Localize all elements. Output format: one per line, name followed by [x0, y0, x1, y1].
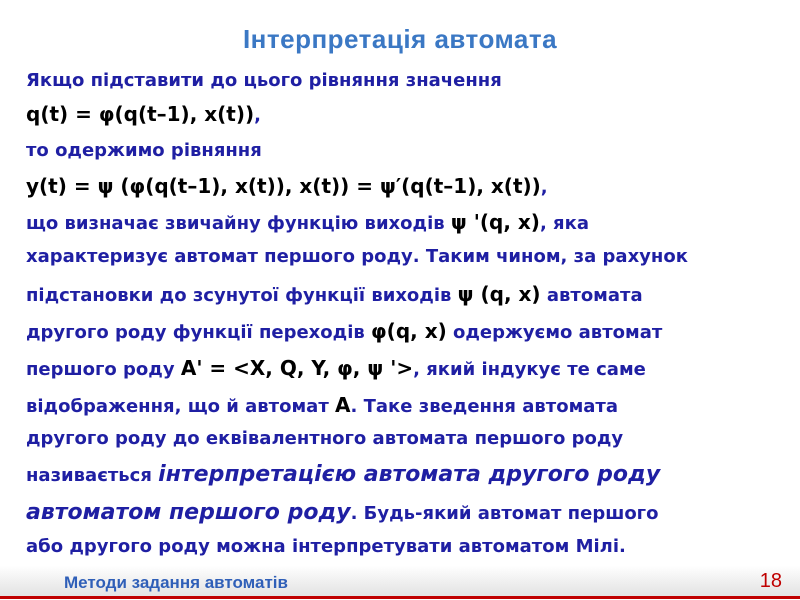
text-line: [26, 356, 646, 380]
formula: φ(q, x): [371, 319, 447, 343]
formula: ψ (q, x): [457, 282, 541, 306]
text-segment: другого роду до еквівалентного автомата першого роду: [26, 428, 624, 449]
formula: q(t) = φ(q(t–1), x(t)): [26, 102, 255, 126]
text-line: [26, 246, 688, 267]
text-segment: , яка: [539, 213, 589, 234]
text-line: [26, 319, 662, 343]
footer-section-title: Методи задання автоматів: [64, 573, 288, 592]
text-line: [26, 500, 658, 525]
text-segment: то одержимо рівняння: [26, 140, 262, 161]
slide-title: Інтерпретація автомата: [242, 24, 558, 54]
text-segment: характеризує автомат першого роду. Таким чином, за рахунок: [26, 246, 688, 267]
text-line: [26, 536, 626, 557]
text-segment: ,: [254, 105, 261, 126]
page-number: 18: [759, 570, 782, 592]
text-line: [26, 428, 623, 449]
text-line: [26, 210, 589, 234]
formula: A: [335, 393, 351, 417]
text-segment: . Будь-який автомат першого: [350, 503, 659, 524]
key-term: інтерпретацією автомата другого роду: [158, 462, 661, 487]
text-segment: одержуємо автомат: [446, 322, 663, 343]
formula: y(t) = ψ (φ(q(t–1), x(t)), x(t)) = ψ′(q(t–1), x(t)): [26, 174, 541, 198]
formula: A' = <X, Q, Y, φ, ψ '>: [180, 356, 414, 380]
text-segment: відображення, що й автомат: [26, 396, 336, 417]
text-line: [26, 282, 643, 306]
text-line: [26, 462, 660, 487]
text-segment: , який індукує те саме: [413, 359, 646, 380]
text-segment: називається: [26, 465, 159, 486]
key-term: автоматом першого роду: [26, 500, 351, 525]
text-line: [26, 174, 548, 198]
text-line: [26, 102, 261, 126]
text-segment: що визначає звичайну функцію виходів: [26, 213, 451, 234]
text-line: [26, 70, 502, 91]
text-line: [26, 140, 262, 161]
text-segment: підстановки до зсунутої функції виходів: [26, 285, 458, 306]
text-segment: . Таке зведення автомата: [350, 396, 619, 417]
text-segment: першого роду: [26, 359, 181, 380]
text-segment: автомата: [540, 285, 643, 306]
text-segment: або другого роду можна інтерпретувати автоматом Мілі.: [26, 536, 626, 557]
text-line: [26, 393, 618, 417]
text-segment: другого роду функції переходів: [26, 322, 372, 343]
formula: ψ '(q, x): [450, 210, 540, 234]
text-segment: ,: [540, 177, 548, 198]
footer-divider: [0, 596, 800, 599]
text-segment: Якщо підставити до цього рівняння значення: [26, 70, 502, 91]
